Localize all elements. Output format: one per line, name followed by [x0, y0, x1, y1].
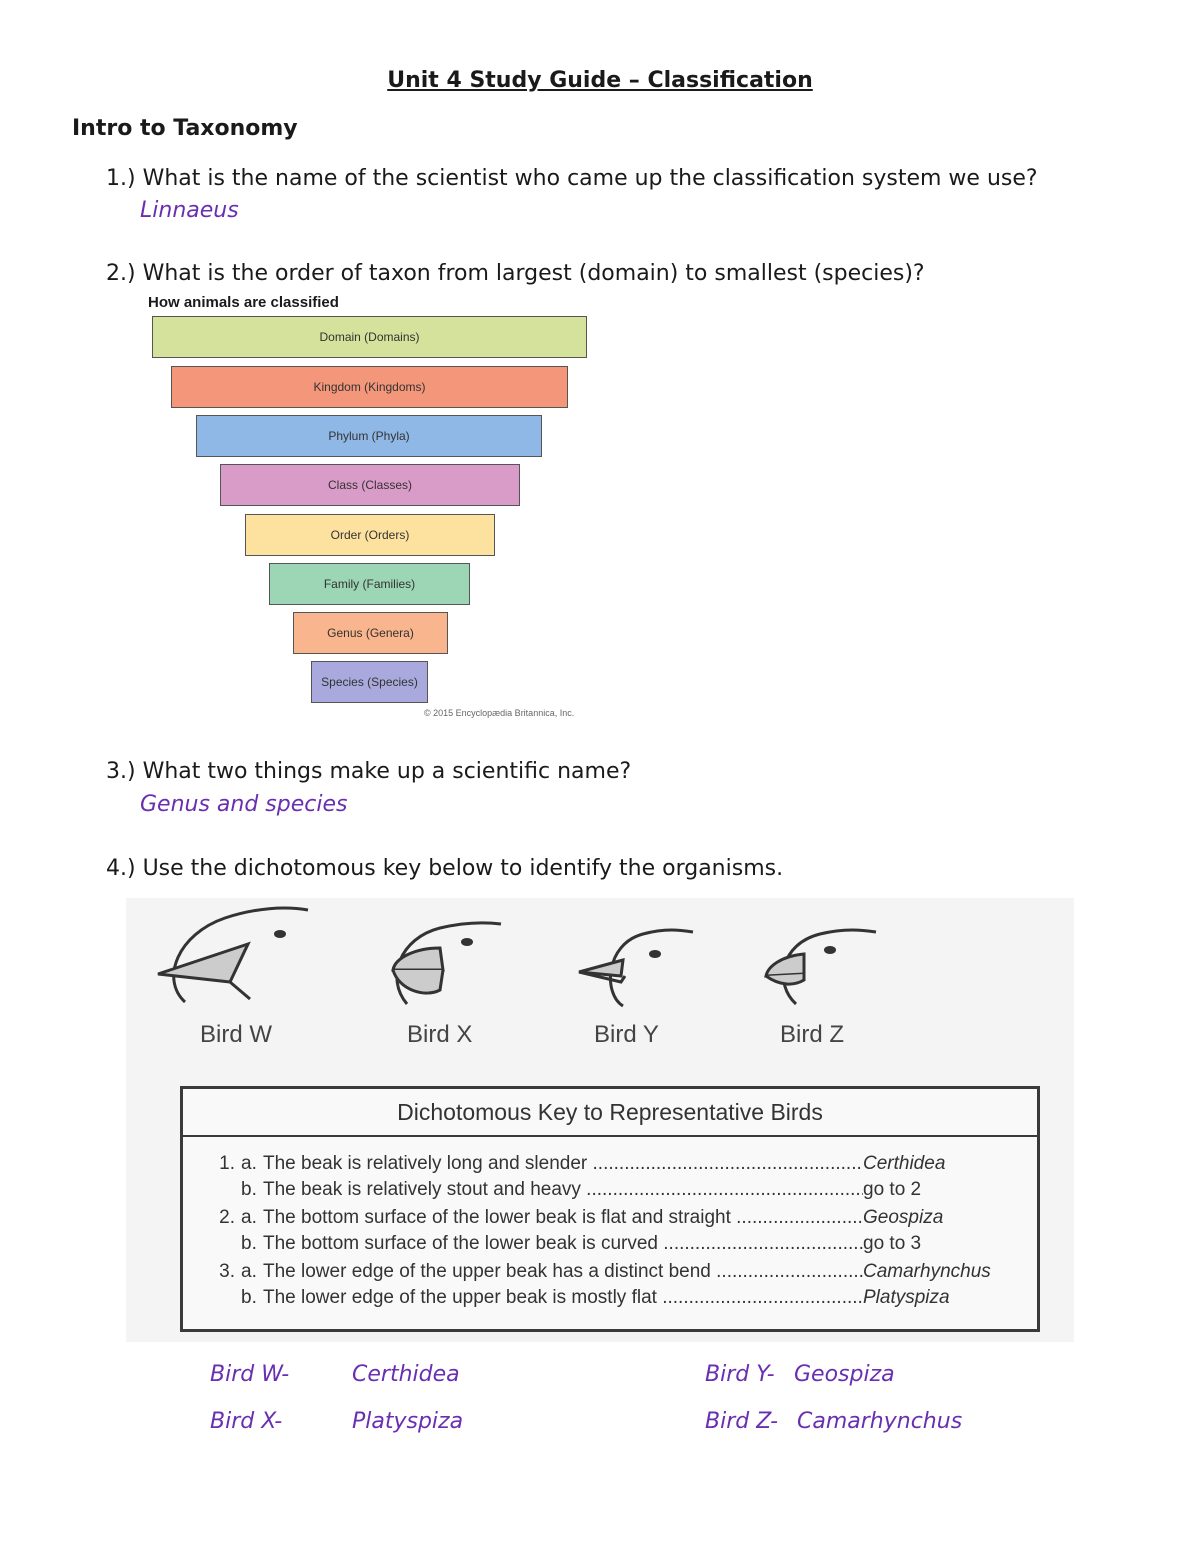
key-result: Certhidea	[863, 1153, 946, 1174]
key-letter: b.	[241, 1179, 257, 1200]
key-number: 2.	[219, 1207, 235, 1228]
question-4: 4.) Use the dichotomous key below to identify the organisms.	[106, 856, 784, 881]
taxon-label: Kingdom (Kingdoms)	[313, 380, 426, 394]
key-result: Platyspiza	[863, 1287, 950, 1308]
taxon-label: Domain (Domains)	[319, 330, 420, 344]
key-number	[183, 1287, 241, 1309]
key-number	[183, 1179, 241, 1201]
figure-credit: © 2015 Encyclopædia Britannica, Inc.	[424, 708, 575, 718]
key-letter: b.	[241, 1287, 257, 1308]
page-title: Unit 4 Study Guide – Classification	[387, 68, 813, 93]
key-number: 1.	[219, 1153, 235, 1174]
question-3: 3.) What two things make up a scientific name?	[106, 759, 632, 784]
taxon-bar-phylum	[196, 415, 542, 457]
taxon-bar-order	[245, 514, 495, 556]
key-statement: The lower edge of the upper beak is mostly flat .....	[263, 1287, 863, 1309]
answer-w-value: Certhidea	[352, 1362, 460, 1387]
taxon-bar-genus	[293, 612, 448, 654]
key-letter: a.	[241, 1207, 257, 1228]
key-statement: The bottom surface of the lower beak is curved .....	[263, 1233, 863, 1255]
answer-y-value: Geospiza	[794, 1362, 895, 1387]
bird-x-icon	[385, 918, 505, 1008]
key-letter: b.	[241, 1233, 257, 1254]
taxon-bar-domain	[152, 316, 587, 358]
bird-label-y: Bird Y	[594, 1021, 659, 1048]
answer-3: Genus and species	[140, 792, 348, 817]
key-result: Geospiza	[863, 1207, 944, 1228]
key-letter: a.	[241, 1261, 257, 1282]
section-heading: Intro to Taxonomy	[72, 116, 298, 141]
key-statement: The lower edge of the upper beak has a distinct bend .....	[263, 1261, 863, 1283]
dichotomous-key	[180, 1086, 1040, 1332]
key-row	[183, 1287, 1033, 1309]
question-1: 1.) What is the name of the scientist who came up the classification system we use?	[106, 166, 1038, 191]
taxon-label: Family (Families)	[323, 577, 416, 591]
answer-x-label: Bird X-	[210, 1409, 283, 1434]
bird-label-x: Bird X	[407, 1021, 473, 1048]
answer-1: Linnaeus	[140, 198, 239, 223]
key-result: go to 2	[863, 1179, 922, 1200]
key-statement: The bottom surface of the lower beak is flat and straight .....	[263, 1207, 863, 1229]
answer-y-label: Bird Y-	[705, 1362, 775, 1387]
taxon-bar-class	[220, 464, 520, 506]
answer-x-value: Platyspiza	[352, 1409, 464, 1434]
answer-w-label: Bird W-	[210, 1362, 290, 1387]
key-row	[183, 1179, 1033, 1201]
taxonomy-figure-title: How animals are classified	[148, 294, 339, 311]
key-title: Dichotomous Key to Representative Birds	[183, 1089, 1037, 1137]
taxon-label: Genus (Genera)	[327, 626, 414, 640]
taxon-label: Species (Species)	[321, 675, 418, 689]
bird-z-icon	[760, 924, 880, 1010]
bird-w-icon	[150, 904, 315, 1004]
key-number: 3.	[219, 1261, 235, 1282]
key-row	[183, 1153, 1033, 1175]
question-2: 2.) What is the order of taxon from largest (domain) to smallest (species)?	[106, 261, 925, 286]
taxon-bar-family	[269, 563, 470, 605]
taxon-label: Class (Classes)	[327, 478, 412, 492]
taxon-bar-kingdom	[171, 366, 568, 408]
key-row	[183, 1207, 1033, 1229]
answer-z-value: Camarhynchus	[797, 1409, 963, 1434]
key-number	[183, 1233, 241, 1255]
bird-label-w: Bird W	[200, 1021, 272, 1048]
taxon-bar-species	[311, 661, 428, 703]
taxon-label: Order (Orders)	[330, 528, 410, 542]
bird-label-z: Bird Z	[780, 1021, 845, 1048]
key-statement: The beak is relatively long and slender .....	[263, 1153, 863, 1175]
key-result: go to 3	[863, 1233, 922, 1254]
key-row	[183, 1233, 1033, 1255]
key-result: Camarhynchus	[863, 1261, 991, 1282]
answer-z-label: Bird Z-	[705, 1409, 779, 1434]
taxon-label: Phylum (Phyla)	[328, 429, 410, 443]
bird-y-icon	[575, 924, 695, 1010]
key-statement: The beak is relatively stout and heavy .....	[263, 1179, 863, 1201]
key-letter: a.	[241, 1153, 257, 1174]
key-row	[183, 1261, 1033, 1283]
